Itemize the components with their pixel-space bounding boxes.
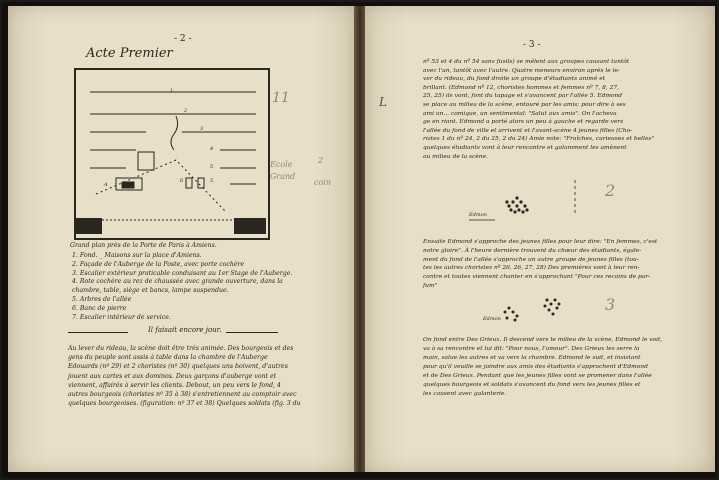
body-line: brillant. (Edmond nº 12, choristes hommes et femmes nº 7, 8, 27, bbox=[423, 84, 620, 91]
body-line: contre et toutes viennent chanter en s'approchant "Pour ces recoins de par- bbox=[423, 274, 651, 281]
body-line: quelques bourgeoises. (figuration: nº 37 et 38) Quelques soldats (fig. 3 du bbox=[68, 400, 301, 408]
stage-plan-drawing bbox=[76, 70, 268, 238]
plan-caption: Grand plan près de la Porte de Paris à Amiens. bbox=[70, 242, 217, 249]
margin-letter: L bbox=[379, 95, 387, 109]
legend-item: 6. Banc de pierre bbox=[72, 304, 127, 312]
staging-diagram-1 bbox=[465, 176, 595, 232]
body-line: et de Des Grieux. Pendant que les jeunes filles vont se promener dans l'allée bbox=[423, 373, 652, 379]
body-line: ge en riant. Edmond a porté alors un peu à gauche et regarde vers bbox=[423, 119, 624, 126]
legend-item: chambre, table, siège et bancs, lampe suspendue. bbox=[72, 287, 229, 295]
body-line: quelques bourgeois et soldats s'avancent du fond vers les jeunes filles et bbox=[423, 382, 641, 388]
body-line: autres bourgeois (choristes nº 35 à 38) s'entretiennent au comptoir avec bbox=[68, 391, 297, 399]
right-mid-text bbox=[423, 238, 657, 291]
divider-left bbox=[68, 332, 128, 333]
pencil-note-number: 11 bbox=[272, 90, 290, 106]
pencil-number-3: 3 bbox=[605, 295, 616, 314]
act-title: Acte Premier bbox=[86, 46, 173, 61]
divider-right bbox=[226, 332, 278, 333]
body-line: se place au milieu de la scène, entouré par les amis; pour dire à ses bbox=[423, 101, 626, 108]
page-number: - 2 - bbox=[174, 34, 192, 44]
left-body-text bbox=[68, 344, 301, 408]
plan-label-1: 1 bbox=[170, 88, 174, 94]
body-line: ami un... comique, un sentimental: "Salut aux amis". On l'acheva bbox=[423, 110, 617, 117]
body-line: va à sa rencontre et lui dit: "Pour nous, l'amour". Des Grieux les serre la bbox=[423, 346, 640, 352]
plan-label-a: A bbox=[104, 182, 108, 188]
legend-item: 7. Escalier intérieur de service. bbox=[72, 313, 171, 321]
diagram-label-edmond: Edmon bbox=[469, 212, 487, 218]
pencil-note-coin: coin bbox=[314, 178, 332, 187]
legend-item: 2. Façade de l'Auberge de la Poste, avec porte cochère bbox=[72, 260, 245, 268]
body-line: ment du fond de l'allée s'approche un autre groupe de jeunes filles (tou- bbox=[423, 256, 639, 263]
staging-diagram-2 bbox=[485, 290, 595, 334]
plan-label-5: 5 bbox=[210, 164, 214, 170]
body-line: 25, 25) ils vont, font du tapage et s'avancent par l'allée 5. Edmond bbox=[423, 93, 623, 100]
body-line: main, salue les autres et va vers la chambre. Edmond le suit, et insistant bbox=[423, 355, 641, 361]
stage-plan bbox=[74, 68, 270, 240]
plan-label-3: 3 bbox=[200, 126, 204, 132]
plan-label-2: 2 bbox=[184, 108, 188, 114]
scene-heading: Il faisait encore jour. bbox=[148, 326, 222, 334]
body-line: ver du rideau, du fond droite un groupe d'étudiants animé et bbox=[423, 76, 606, 83]
body-line: Ensuite Edmond s'approche des jeunes filles pour leur dire: "En femmes, c'est bbox=[423, 239, 658, 245]
body-line: fum" bbox=[423, 282, 438, 289]
right-page bbox=[365, 6, 715, 472]
plan-label-5b: 5 bbox=[210, 178, 214, 184]
body-line: au milieu de la scène. bbox=[423, 153, 488, 160]
plan-legend bbox=[72, 252, 292, 322]
legend-item: 5. Arbres de l'allée bbox=[72, 295, 132, 303]
plan-label-6: 6 bbox=[180, 178, 184, 184]
right-bottom-text bbox=[423, 336, 662, 399]
body-line: Au lever du rideau, la scène doit être très animée. Des bourgeois et des bbox=[68, 345, 294, 352]
body-line: notre gloire". À l'heure dernière trouvent du chœur des étudiants, égale- bbox=[423, 247, 642, 254]
body-line: viennent, affairés à servir les clients. Debout, un peu vers le fond, 4 bbox=[68, 381, 281, 389]
body-line: Edouards (nº 29) et 2 choristes (nº 30) quelques uns boivent, d'autres bbox=[68, 363, 288, 371]
body-line: ristes 1 du nº 24, 2 du 25, 2 du 24) Amie note: "Fraîches, curieuses et belles" bbox=[423, 136, 655, 143]
body-line: quelques étudiants vont à leur rencontre et galamment les amènent bbox=[423, 144, 627, 151]
book-spread bbox=[2, 2, 717, 478]
pencil-number-2: 2 bbox=[605, 181, 616, 200]
body-line: jouent aux cartes et aux dominos. Deux garçons d'auberge vont et bbox=[68, 372, 277, 380]
body-line: avec l'un, tantôt avec l'autre. Quatre meneurs environ après le le- bbox=[423, 67, 621, 74]
body-line: pour qu'il veuille se joindre aux amis des étudiants s'approchent d'Edmond bbox=[423, 364, 648, 370]
body-line: gens du peuple sont assis à table dans la chambre de l'Auberge bbox=[68, 354, 268, 362]
right-top-text bbox=[423, 58, 654, 161]
legend-item: 1. Fond. _ Maisons sur la place d'Amiens. bbox=[72, 252, 202, 259]
body-line: les causent avec galanterie. bbox=[423, 391, 507, 397]
body-line: On fond entre Des Grieux. Il descend vers le milieu de la scène, Edmond le voit, bbox=[423, 337, 663, 343]
pencil-note-2: 2 bbox=[318, 156, 324, 165]
plan-label-4: 4 bbox=[210, 146, 214, 152]
legend-item: 3. Escalier extérieur praticable conduisant au 1er Stage de l'Auberge. bbox=[72, 269, 293, 277]
body-line: l'allée du fond de ville et arrivent et l'avant-scène 4 jeunes filles (Cho- bbox=[423, 127, 633, 134]
pencil-note-grand: Grand bbox=[270, 172, 296, 181]
diagram-label-edmond-2: Edmon bbox=[483, 316, 501, 322]
page-number: - 3 - bbox=[523, 40, 541, 50]
body-line: tes les autres choristes nº 26, 26, 27, 28) Des premières vont à leur ren- bbox=[423, 265, 640, 272]
left-page bbox=[8, 6, 356, 472]
pencil-note-ecole: Ecole bbox=[270, 160, 293, 169]
body-line: nº 53 et 4 du nº 54 sans fusils) se mêlent aux groupes causant tantôt bbox=[423, 59, 630, 65]
legend-item: 4. Rote cochère au rez de chaussée avec grande ouverture, dans la bbox=[72, 278, 283, 286]
